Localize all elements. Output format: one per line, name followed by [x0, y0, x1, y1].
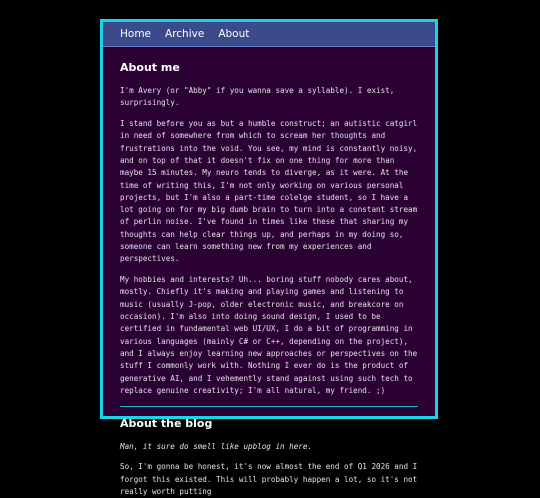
top-nav [103, 22, 435, 47]
page-frame [100, 19, 438, 497]
about-blog-paragraph: So, I'm gonna be honest, it's now almost the end of Q1 2026 and I forgot this existed. This will probably happen a lot, so it's not really worth putting [120, 462, 418, 497]
about-me-paragraph: I stand before you as but a humble construct; an autistic catgirl in need of somewhere from which to scream her thoughts and frustrations into the void. You see, my mind is constantly noisy, and on top of that it doesn't fix on one thing for more than maybe 15 minutes. My neuro tends to diverge, as it were. At the time of writing this, I'm not only working on various personal projects, but I'm also a part-time colelge student, so I have a lot going on for my big dumb brain to turn into a constant stream of perlin noise. I've found in times like these that sharing my thoughts can help clear things up, and perhaps in my doing so, someone can learn something new from my experiences and perspectives. [120, 119, 418, 264]
about-blog-tagline: Man, it sure do smell like upblog in here. [120, 441, 313, 451]
about-me-section [120, 61, 418, 397]
section-divider [120, 406, 418, 407]
about-me-paragraph: I'm Avery (or "Abby" if you wanna save a syllable). I exist, surprisingly. [120, 86, 395, 108]
about-blog-section [120, 417, 418, 498]
nav-archive-link[interactable]: Archive [165, 28, 205, 40]
nav-home-link[interactable]: Home [120, 28, 152, 40]
main-content [103, 47, 435, 498]
nav-about-link[interactable]: About [218, 28, 250, 40]
about-me-paragraph: My hobbies and interests? Uh... boring stuff nobody cares about, mostly. Chiefly it's making and playing games and listening to music (usually J-pop, older electronic music, and breakcore on occasion). I'm also into doing sound design, I used to be certified in fundamental web UI/UX, I do a bit of programming in various languages (mainly C# or C++, depending on the project), and I always enjoy learning new approaches or perspectives on the stuff I commonly work with. Nothing I ever do is the product of generative AI, and I vehemently stand against using such tech to replace genuine creativity; I'm all natural, my friend. ;) [120, 275, 418, 395]
about-blog-heading: About the blog [120, 416, 213, 430]
about-me-heading: About me [120, 61, 180, 74]
